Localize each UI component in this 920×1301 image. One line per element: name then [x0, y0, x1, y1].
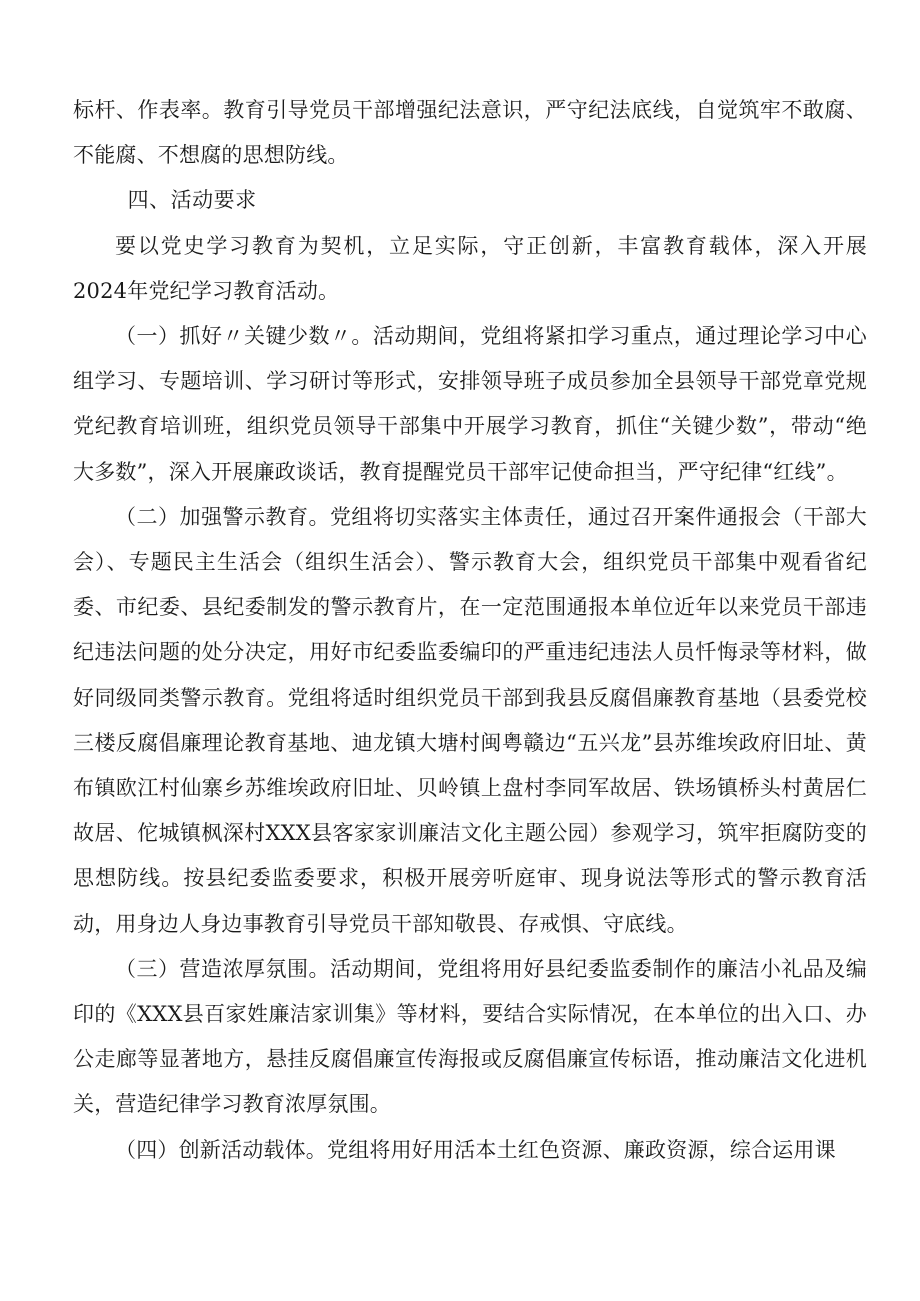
item-paragraph-1: （一）抓好〃关键少数〃。活动期间，党组将紧扣学习重点，通过理论学习中心组学习、专题培训、学习研讨等形式，安排领导班子成员参加全县领导干部党章党规党纪教育培训班，组织党员领导干部集中开展学习教育，抓住“关键少数”，带动“绝大多数”，深入开展廉政谈话，教育提醒党员干部牢记使命担当，严守纪律“红线”。: [73, 324, 867, 484]
continuation-paragraph: 标杆、作表率。教育引导党员干部增强纪法意识，严守纪法底线，自觉筑牢不敢腐、不能腐、不想腐的思想防线。: [73, 98, 867, 168]
document-page: [73, 88, 867, 1173]
intro-paragraph: 要以党史学习教育为契机，立足实际，守正创新，丰富教育载体，深入开展2024年党纪学习教育活动。: [73, 233, 867, 303]
item-paragraph-3: （三）营造浓厚氛围。活动期间，党组将用好县纪委监委制作的廉洁小礼品及编印的《XXX县百家姓廉洁家训集》等材料，要结合实际情况，在本单位的出入口、办公走廊等显著地方，悬挂反腐倡廉宣传海报或反腐倡廉宣传标语，推动廉洁文化进机关，营造纪律学习教育浓厚氛围。: [73, 956, 867, 1117]
item-paragraph-2: （二）加强警示教育。党组将切实落实主体责任，通过召开案件通报会（干部大会）、专题民主生活会（组织生活会）、警示教育大会，组织党员干部集中观看省纪委、市纪委、县纪委制发的警示教育片，在一定范围通报本单位近年以来党员干部违纪违法问题的处分决定，用好市纪委监委编印的严重违纪违法人员忏悔录等材料，做好同级同类警示教育。党组将适时组织党员干部到我县反腐倡廉教育基地（县委党校三楼反腐倡廉理论教育基地、迪龙镇大塘村闽粤赣边“五兴龙”县苏维埃政府旧址、黄布镇欧江村仙寨乡苏维埃政府旧址、贝岭镇上盘村李同军故居、铁场镇桥头村黄居仁故居、佗城镇枫深村XXX县客家家训廉洁文化主题公园）参观学习，筑牢拒腐防变的思想防线。按县纪委监委要求，积极开展旁听庭审、现身说法等形式的警示教育活动，用身边人身边事教育引导党员干部知敬畏、存戒惧、守底线。: [73, 504, 867, 936]
section-heading: 四、活动要求: [127, 188, 257, 213]
item-paragraph-4: （四）创新活动载体。党组将用好用活本土红色资源、廉政资源，综合运用课: [115, 1137, 836, 1162]
